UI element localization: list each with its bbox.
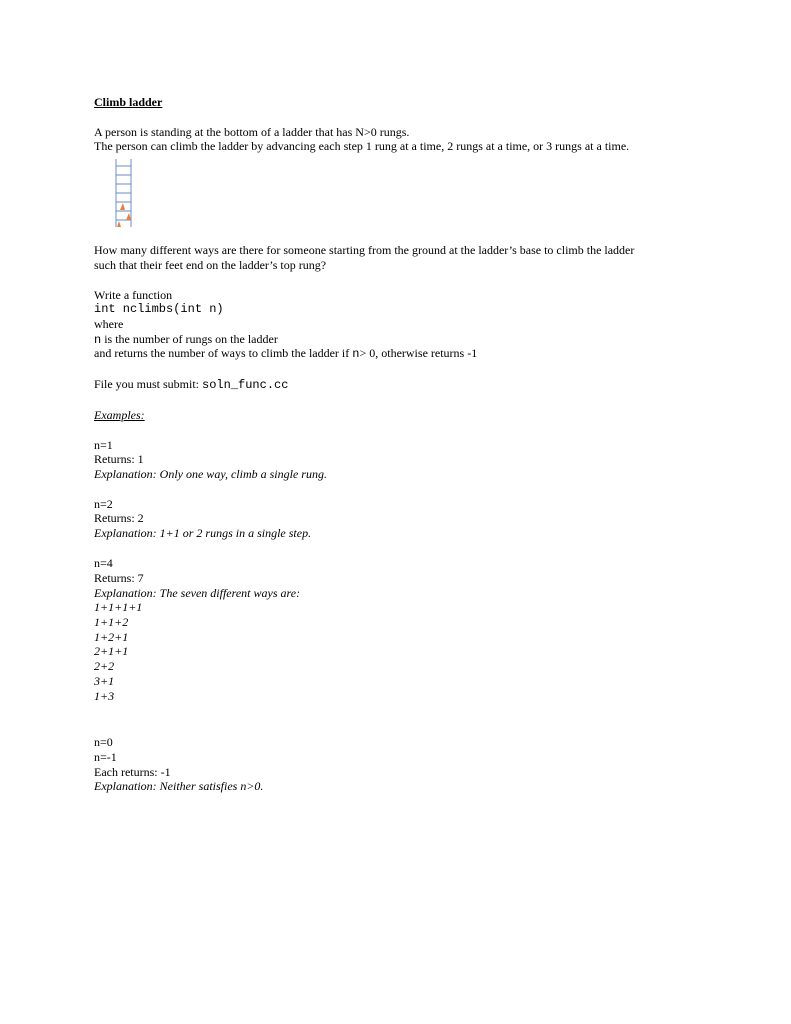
explanation-label: Explanation: [94, 779, 157, 793]
examples-heading: Examples: [94, 408, 145, 422]
returns-prefix: and returns the number of ways to climb the ladder if [94, 346, 353, 360]
function-signature: int nclimbs(int n) [94, 302, 224, 316]
way-item: 1+3 [94, 689, 115, 703]
intro-line-1: A person is standing at the bottom of a ladder that has N>0 rungs. [94, 125, 410, 139]
intro-line-2: The person can climb the ladder by advancing each step 1 rung at a time, 2 rungs at a time, or 3 rungs at a time. [94, 139, 630, 153]
example-3-input: n=4 [94, 556, 113, 570]
way-item: 1+1+2 [94, 615, 129, 629]
example-2-returns: Returns: 2 [94, 511, 144, 525]
question-line-1: How many different ways are there for someone starting from the ground at the ladder’s base to climb the ladder [94, 243, 635, 257]
way-item: 3+1 [94, 674, 115, 688]
explanation-text: 1+1 or 2 rungs in a single step. [156, 526, 312, 540]
way-item: 1+1+1+1 [94, 600, 143, 614]
returns-cond-var: n [352, 347, 360, 361]
submit-line [94, 377, 288, 391]
explanation-label: Explanation: [94, 526, 157, 540]
task-write-label: Write a function [94, 288, 173, 302]
submit-label: File you must submit: [94, 377, 203, 391]
way-item: 2+2 [94, 659, 115, 673]
param-description [94, 332, 278, 346]
example-4-input-2: n=-1 [94, 750, 117, 764]
explanation-text: The seven different ways are: [156, 586, 301, 600]
question-line-2: such that their feet end on the ladder’s top rung? [94, 258, 327, 272]
foot-icon [120, 203, 125, 210]
param-desc-text: is the number of rungs on the ladder [101, 332, 278, 346]
way-item: 2+1+1 [94, 644, 129, 658]
example-1-returns: Returns: 1 [94, 452, 144, 466]
explanation-label: Explanation: [94, 586, 157, 600]
example-4-input-1: n=0 [94, 735, 113, 749]
foot-icon [117, 221, 121, 227]
example-1-input: n=1 [94, 438, 113, 452]
returns-suffix: > 0, otherwise returns -1 [359, 346, 478, 360]
example-3-returns: Returns: 7 [94, 571, 144, 585]
example-2-input: n=2 [94, 497, 113, 511]
explanation-label: Explanation: [94, 467, 157, 481]
explanation-text: Neither satisfies n>0. [156, 779, 264, 793]
returns-description [94, 346, 477, 360]
example-4-returns: Each returns: -1 [94, 765, 171, 779]
example-1-explanation [94, 467, 327, 481]
example-3-explanation [94, 586, 300, 600]
page-title: Climb ladder [94, 95, 163, 109]
example-2-explanation [94, 526, 311, 540]
explanation-text: Only one way, climb a single rung. [156, 467, 327, 481]
example-4-explanation [94, 779, 263, 793]
submit-filename: soln_func.cc [202, 378, 289, 392]
param-var: n [94, 333, 102, 347]
ladder-figure [114, 159, 134, 231]
foot-icon [126, 213, 131, 220]
way-item: 1+2+1 [94, 630, 129, 644]
task-where-label: where [94, 317, 124, 331]
ladder-with-feet-icon [114, 159, 134, 231]
